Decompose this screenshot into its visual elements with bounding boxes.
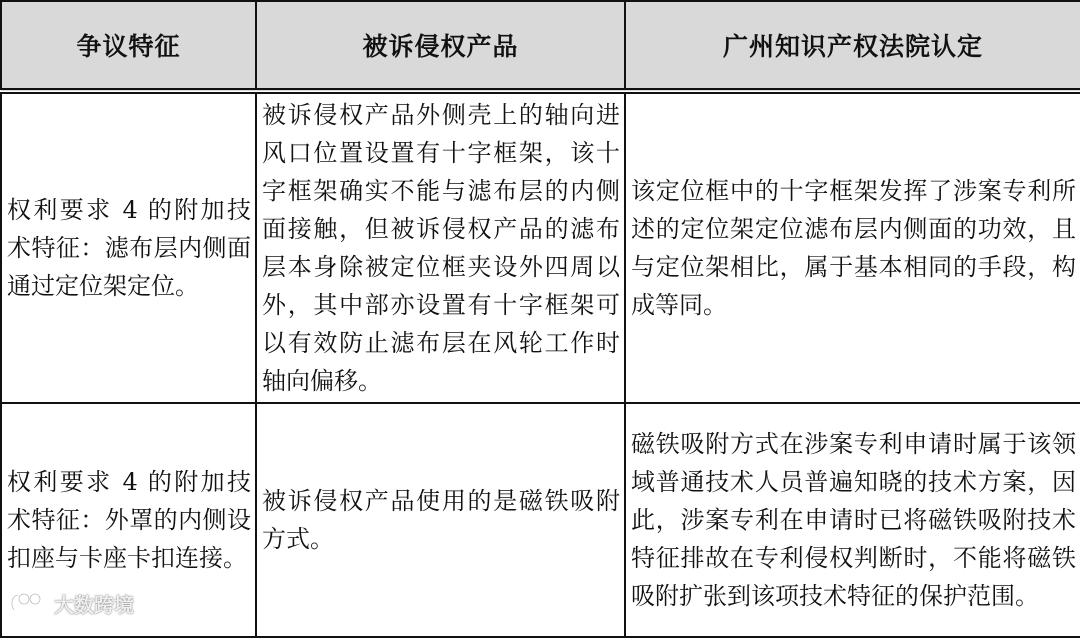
header-court-ruling: 广州知识产权法院认定	[625, 1, 1080, 91]
watermark-text: 大数跨境	[54, 592, 134, 617]
cell-court-ruling: 磁铁吸附方式在涉案专利申请时属于该领域普通技术人员普遍知晓的技术方案，因此，涉案专利在申请时已将磁铁吸附技术特征排故在专利侵权判断时，不能将磁铁吸附扩张到该项技术特征的保护范围。	[625, 403, 1080, 637]
table-row	[1, 91, 1080, 403]
cell-court-ruling: 该定位框中的十字框架发挥了涉案专利所述的定位架定位滤布层内侧面的功效，且与定位架相比，属于基本相同的手段，构成等同。	[625, 91, 1080, 403]
header-disputed-feature: 争议特征	[1, 1, 256, 91]
header-accused-product: 被诉侵权产品	[256, 1, 625, 91]
table-row	[1, 403, 1080, 637]
cell-disputed-feature: 权利要求 4 的附加技术特征：外罩的内侧设扣座与卡座卡扣连接。	[1, 403, 256, 637]
cell-accused-product: 被诉侵权产品使用的是磁铁吸附方式。	[256, 403, 625, 637]
cell-accused-product: 被诉侵权产品外侧壳上的轴向进风口位置设置有十字框架，该十字框架确实不能与滤布层的内侧面接触，但被诉侵权产品的滤布层本身除被定位框夹设外四周以外，其中部亦设置有十字框架可以有效防止滤布层在风轮工作时轴向偏移。	[256, 91, 625, 403]
cell-disputed-feature: 权利要求 4 的附加技术特征：滤布层内侧面通过定位架定位。	[1, 91, 256, 403]
header-row	[1, 1, 1080, 91]
